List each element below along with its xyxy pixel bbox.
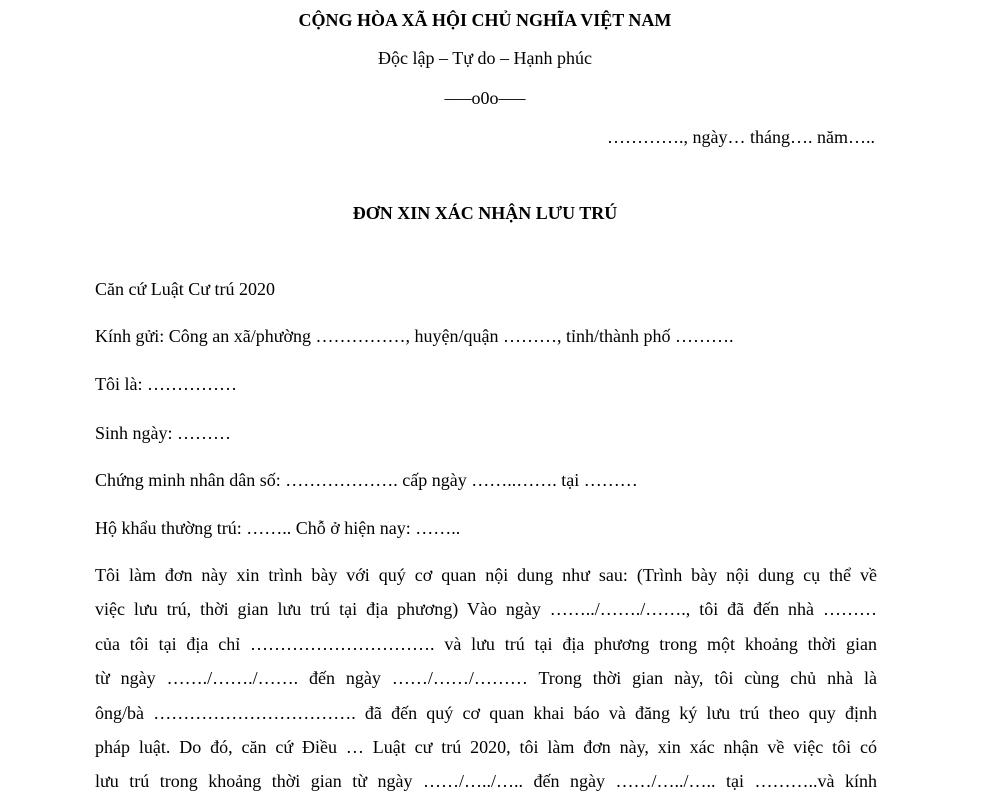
id-card-line: Chứng minh nhân dân số: ………………. cấp ngày ……..……. tại ………: [95, 470, 638, 490]
birth-date-line: Sinh ngày: ………: [95, 423, 232, 443]
body-paragraph: [95, 564, 877, 805]
applicant-name-line: Tôi là: ……………: [95, 374, 237, 394]
national-title: CỘNG HÒA XÃ HỘI CHỦ NGHĨA VIỆT NAM: [298, 10, 672, 30]
body-line: việc lưu trú, thời gian lưu trú tại địa phương) Vào ngày ……../……./……., tôi đã đến nhà ………: [95, 599, 877, 620]
residence-line: Hộ khẩu thường trú: …….. Chỗ ở hiện nay: ……..: [95, 518, 461, 538]
recipient-line: Kính gửi: Công an xã/phường ……………, huyện/quận ………, tỉnh/thành phố ……….: [95, 326, 734, 346]
body-line: ông/bà ……………………………. đã đến quý cơ quan khai báo và đăng ký lưu trú theo quy định: [95, 702, 877, 723]
body-line: pháp luật. Do đó, căn cứ Điều … Luật cư trú 2020, tôi làm đơn này, xin xác nhận về việc tôi có: [95, 736, 877, 757]
body-line: lưu trú trong khoảng thời gian từ ngày ……/…../….. đến ngày ……/…../….. tại ………..và kính: [95, 771, 877, 792]
body-line: Tôi làm đơn này xin trình bày với quý cơ quan nội dung như sau: (Trình bày nội dung cụ thể về: [95, 565, 877, 585]
body-line: từ ngày ……./……./……. đến ngày ……/……/……… Trong thời gian này, tôi cùng chủ nhà là: [95, 668, 877, 689]
date-line: …………., ngày… tháng…. năm…..: [607, 127, 875, 147]
document-title: ĐƠN XIN XÁC NHẬN LƯU TRÚ: [352, 203, 618, 223]
legal-basis: Căn cứ Luật Cư trú 2020: [95, 279, 275, 299]
national-motto: Độc lập – Tự do – Hạnh phúc: [378, 48, 592, 68]
body-line: của tôi tại địa chỉ …………………………. và lưu trú tại địa phương trong một khoảng thời gian: [95, 633, 877, 654]
header-divider: –––o0o–––: [444, 88, 526, 108]
